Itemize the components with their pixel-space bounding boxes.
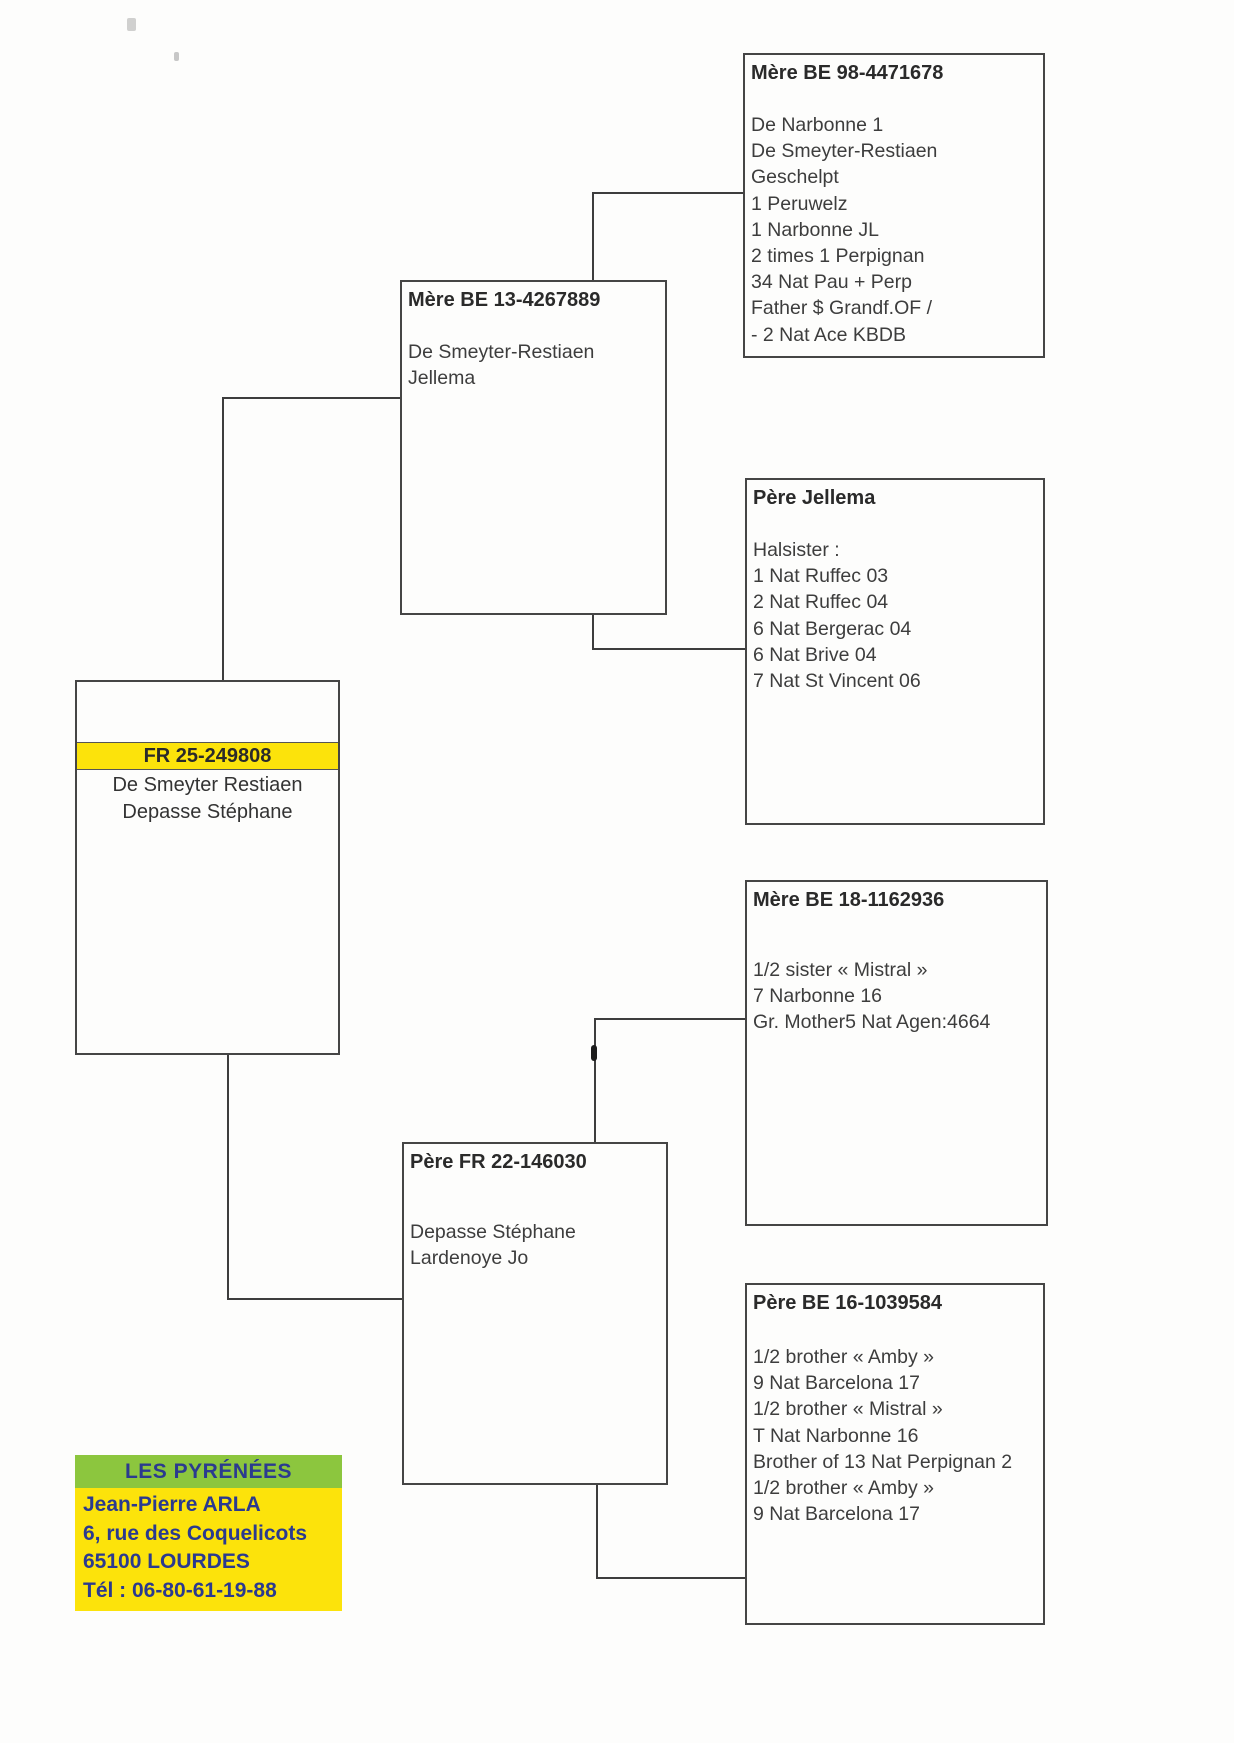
- loft-phone: Tél : 06-80-61-19-88: [83, 1578, 277, 1602]
- loft-card: [75, 1455, 342, 1611]
- pedigree-line: 6 Nat Bergerac 04: [753, 617, 912, 640]
- ink-spot-artifact: [591, 1045, 597, 1061]
- pedigree-line: 1 Peruwelz: [751, 192, 848, 215]
- box-title: Père Jellema: [753, 487, 876, 509]
- box-subject-fr-25-249808: [75, 680, 340, 1055]
- ring-number-highlight: [77, 742, 338, 770]
- pedigree-line: Depasse Stéphane: [122, 800, 293, 823]
- pedigree-line: 7 Nat St Vincent 06: [753, 670, 921, 693]
- loft-address-line1: 6, rue des Coquelicots: [83, 1521, 308, 1545]
- loft-address-block: [75, 1488, 342, 1611]
- loft-owner: Jean-Pierre ARLA: [83, 1493, 261, 1516]
- box-title: Mère BE 98-4471678: [751, 62, 944, 84]
- pedigree-line: 1/2 brother « Amby »: [753, 1477, 935, 1500]
- box-grandmother-mere-be-98: [743, 53, 1045, 358]
- pedigree-line: - 2 Nat Ace KBDB: [751, 323, 906, 346]
- scan-artifact: [174, 52, 179, 61]
- box-title: Père FR 22-146030: [410, 1151, 587, 1173]
- connector-line: [594, 1018, 747, 1020]
- pedigree-line: 1 Nat Ruffec 03: [753, 565, 889, 588]
- connector-line: [592, 192, 594, 282]
- pedigree-line: De Narbonne 1: [751, 114, 884, 136]
- pedigree-line: Jellema: [408, 367, 476, 390]
- pedigree-line: De Smeyter-Restiaen: [408, 341, 595, 363]
- pedigree-line: 1/2 brother « Amby »: [753, 1346, 935, 1368]
- box-grandfather-pere-be-16: [745, 1283, 1045, 1625]
- connector-line: [594, 1018, 596, 1144]
- pedigree-line: Halsister :: [753, 539, 840, 561]
- pedigree-line: 2 Nat Ruffec 04: [753, 591, 889, 614]
- pedigree-line: De Smeyter Restiaen: [112, 774, 303, 796]
- pedigree-line: De Smeyter-Restiaen: [751, 140, 938, 163]
- pedigree-line: 1 Narbonne JL: [751, 218, 879, 241]
- pedigree-line: Lardenoye Jo: [410, 1247, 529, 1270]
- connector-line: [227, 1298, 404, 1300]
- spacer: [77, 682, 338, 742]
- pedigree-line: 6 Nat Brive 04: [753, 643, 877, 666]
- connector-line: [222, 397, 402, 399]
- pedigree-line: Father $ Grandf.OF /: [751, 297, 932, 320]
- pedigree-line: Brother of 13 Nat Perpignan 2: [753, 1450, 1013, 1473]
- pedigree-line: Gr. Mother5 Nat Agen:4664: [753, 1011, 991, 1034]
- pedigree-line: Depasse Stéphane: [410, 1221, 576, 1243]
- loft-name-banner: [75, 1455, 342, 1488]
- connector-line: [596, 1577, 747, 1579]
- pedigree-line: 34 Nat Pau + Perp: [751, 271, 912, 294]
- scan-artifact: [127, 18, 136, 31]
- pedigree-line: 1/2 sister « Mistral »: [753, 959, 928, 981]
- pedigree-line: 9 Nat Barcelona 17: [753, 1503, 920, 1526]
- box-title: Mère BE 13-4267889: [408, 289, 601, 311]
- connector-line: [592, 613, 594, 650]
- pedigree-line: 2 times 1 Perpignan: [751, 245, 925, 268]
- connector-line: [222, 397, 224, 682]
- pedigree-line: 7 Narbonne 16: [753, 985, 883, 1008]
- connector-line: [596, 1483, 598, 1579]
- box-title: Mère BE 18-1162936: [753, 889, 945, 911]
- pedigree-line: T Nat Narbonne 16: [753, 1424, 919, 1447]
- loft-name: LES PYRÉNÉES: [124, 1459, 293, 1483]
- box-father-pere-fr-22: [402, 1142, 668, 1485]
- box-title: Père BE 16-1039584: [753, 1292, 943, 1314]
- pedigree-line: 9 Nat Barcelona 17: [753, 1372, 920, 1395]
- ring-number: FR 25-249808: [143, 744, 272, 767]
- connector-line: [592, 648, 747, 650]
- box-grandfather-pere-jellema: [745, 478, 1045, 825]
- box-mother-mere-be-13: [400, 280, 667, 615]
- loft-address-line2: 65100 LOURDES: [83, 1550, 250, 1573]
- pedigree-line: 1/2 brother « Mistral »: [753, 1398, 943, 1421]
- pedigree-line: Geschelpt: [751, 166, 839, 189]
- connector-line: [592, 192, 745, 194]
- box-grandmother-mere-be-18: [745, 880, 1048, 1226]
- connector-line: [227, 1053, 229, 1300]
